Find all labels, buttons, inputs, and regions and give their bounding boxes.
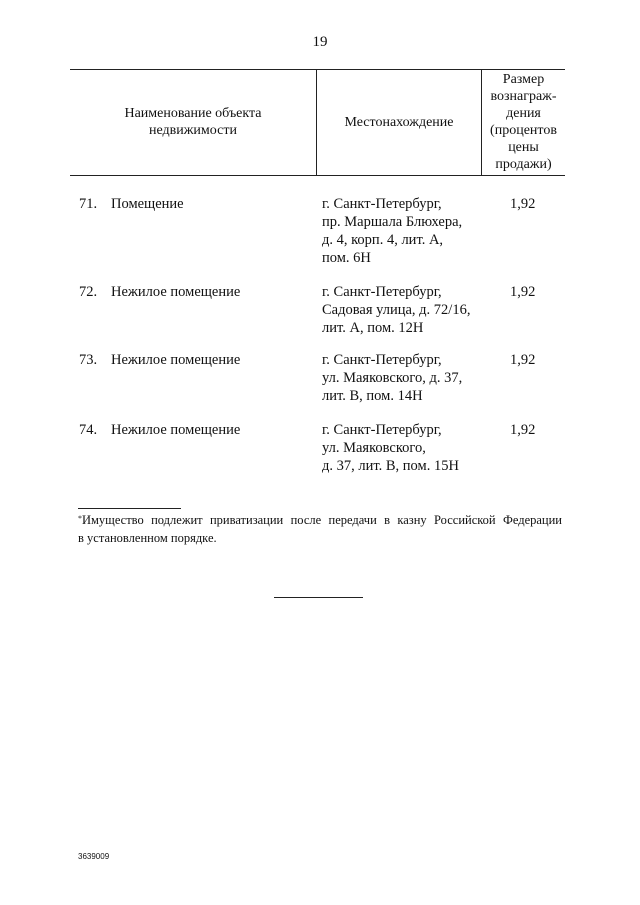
- page-number: 19: [312, 34, 328, 50]
- row-address: [322, 283, 497, 337]
- row-address-line: лит. А, пом. 12Н: [322, 320, 424, 336]
- row-address-line: д. 37, лит. В, пом. 15Н: [322, 458, 459, 474]
- row-address: [322, 351, 497, 405]
- footnote: [78, 511, 562, 547]
- row-fee: 1,92: [510, 352, 536, 368]
- header-object-name-line: Наименование объекта: [124, 106, 262, 121]
- row-address-line: г. Санкт-Петербург,: [322, 284, 442, 300]
- row-fee: 1,92: [510, 284, 536, 300]
- row-fee: 1,92: [510, 422, 536, 438]
- row-number: 73.: [79, 352, 98, 368]
- footnote-mark: *: [78, 514, 82, 523]
- row-address: [322, 195, 497, 267]
- row-address-line: г. Санкт-Петербург,: [322, 352, 442, 368]
- footnote-text-1: Имущество подлежит приватизации после передачи в казну Российской Федерации: [82, 513, 562, 527]
- header-fee-line: цены: [508, 140, 539, 155]
- document-code: 3639009: [78, 852, 110, 861]
- header-location: [317, 69, 481, 175]
- row-number: 71.: [79, 196, 98, 212]
- header-fee-line: вознаграж-: [490, 89, 557, 104]
- footnote-line-1: [78, 511, 562, 529]
- footnote-rule: [78, 508, 181, 509]
- row-address-line: лит. В, пом. 14Н: [322, 388, 423, 404]
- row-number: 74.: [79, 422, 98, 438]
- header-fee-line: (процентов: [490, 123, 557, 138]
- row-address-line: пр. Маршала Блюхера,: [322, 214, 463, 230]
- row-object-name: Нежилое помещение: [111, 352, 241, 368]
- row-address-line: г. Санкт-Петербург,: [322, 422, 442, 438]
- row-address-line: ул. Маяковского,: [322, 440, 426, 456]
- row-address: [322, 421, 497, 475]
- header-object-name-line: недвижимости: [149, 123, 237, 138]
- row-number: 72.: [79, 284, 98, 300]
- end-of-document-rule: [274, 597, 363, 598]
- header-fee: [482, 69, 565, 175]
- row-object-name: Нежилое помещение: [111, 422, 241, 438]
- row-object-name: Нежилое помещение: [111, 284, 241, 300]
- row-address-line: д. 4, корп. 4, лит. А,: [322, 232, 444, 248]
- footnote-text-2: в установленном порядке.: [78, 531, 217, 545]
- row-address-line: г. Санкт-Петербург,: [322, 196, 442, 212]
- row-address-line: Садовая улица, д. 72/16,: [322, 302, 471, 318]
- header-fee-line: продажи): [495, 157, 552, 172]
- row-address-line: ул. Маяковского, д. 37,: [322, 370, 463, 386]
- header-bottom-rule: [70, 175, 565, 176]
- row-address-line: пом. 6Н: [322, 250, 371, 266]
- row-fee: 1,92: [510, 196, 536, 212]
- header-fee-line: дения: [506, 106, 541, 121]
- header-object-name: [70, 69, 316, 175]
- header-location-label: Местонахождение: [344, 114, 454, 130]
- row-object-name: Помещение: [111, 196, 184, 212]
- header-fee-line: Размер: [502, 72, 545, 87]
